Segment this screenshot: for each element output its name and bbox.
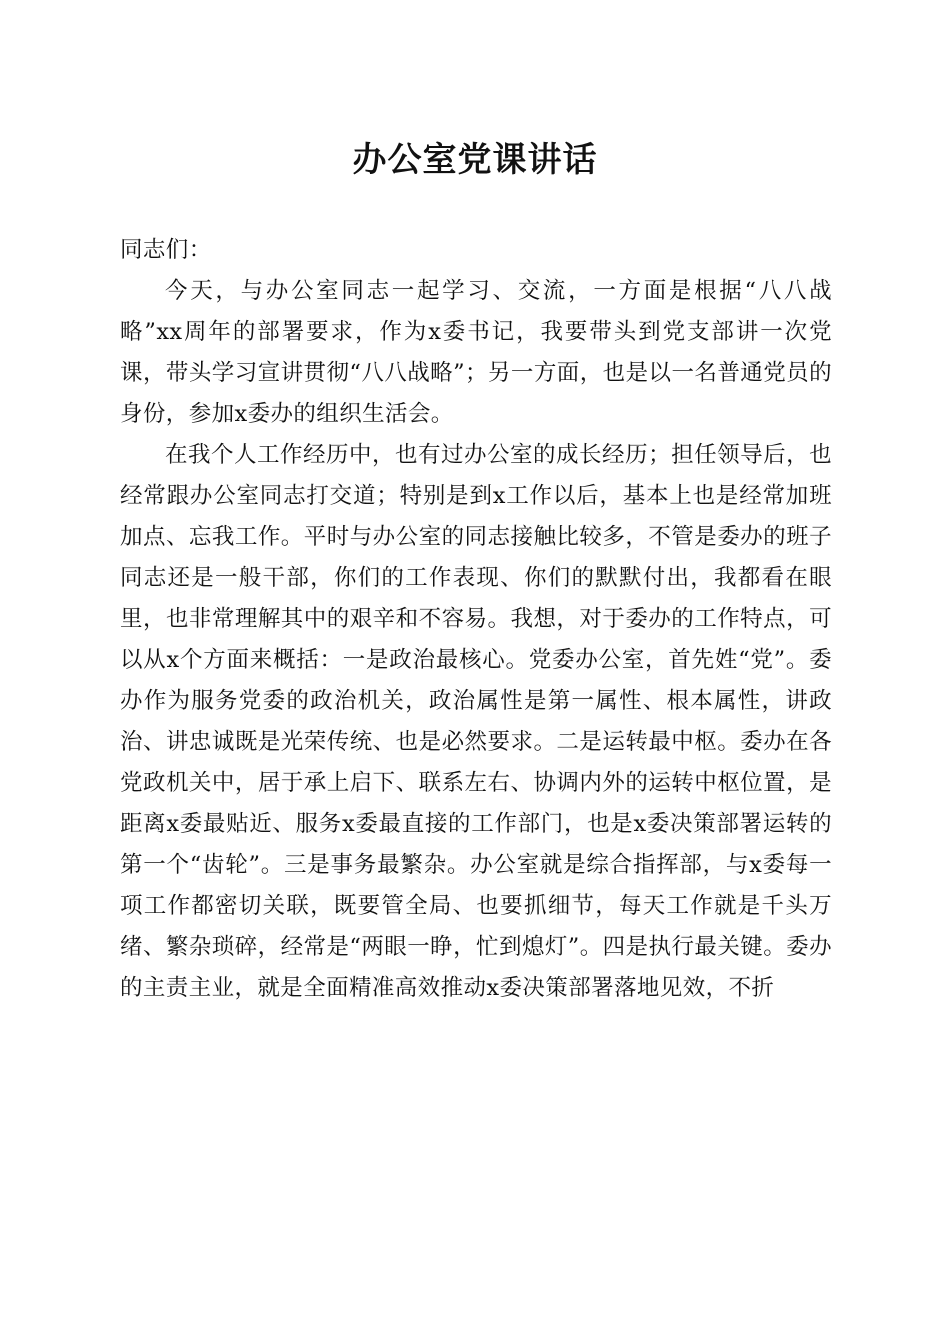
paragraph-2: 在我个人工作经历中，也有过办公室的成长经历；担任领导后，也经常跟办公室同志打交道；特别是到x工作以后，基本上也是经常加班加点、忘我工作。平时与办公室的同志接触比较多，不管是委办的班子同志还是一般干部，你们的工作表现、你们的默默付出，我都看在眼里，也非常理解其中的艰辛和不容易。我想，对于委办的工作特点，可以从x个方面来概括：一是政治最核心。党委办公室，首先姓“党”。委办作为服务党委的政治机关，政治属性是第一属性、根本属性，讲政治、讲忠诚既是光荣传统、也是必然要求。二是运转最中枢。委办在各党政机关中，居于承上启下、联系左右、协调内外的运转中枢位置，是距离x委最贴近、服务x委最直接的工作部门，也是x委决策部署运转的第一个“齿轮”。三是事务最繁杂。办公室就是综合指挥部，与x委每一项工作都密切关联，既要管全局、也要抓细节，每天工作就是千头万绪、繁杂琐碎，经常是“两眼一睁，忙到熄灯”。四是执行最关键。委办的主责主业，就是全面精准高效推动x委决策部署落地见效，不折: [120, 442, 832, 1001]
document-body: [120, 230, 832, 1009]
salutation: 同志们：: [120, 237, 212, 263]
document-title: 办公室党课讲话: [352, 140, 598, 180]
paragraph-1: 今天，与办公室同志一起学习、交流，一方面是根据“八八战略”xx周年的部署要求，作为x委书记，我要带头到党支部讲一次党课，带头学习宣讲贯彻“八八战略”；另一方面，也是以一名普通党员的身份，参加x委办的组织生活会。: [120, 278, 832, 427]
